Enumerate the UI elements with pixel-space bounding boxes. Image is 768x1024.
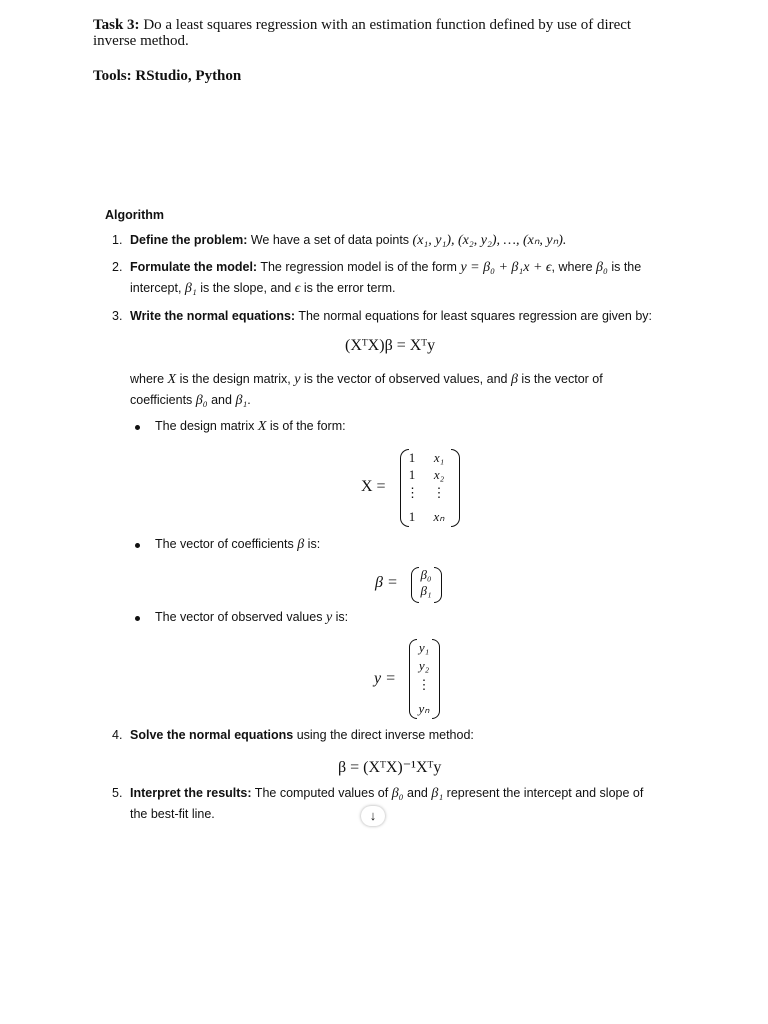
vector-cell: β₁	[420, 583, 432, 598]
bullet-text: is of the form:	[266, 419, 346, 433]
task-text: Do a least squares regression with an estimation function defined by use of direct inverse method.	[93, 17, 632, 49]
epsilon-math: ϵ	[294, 281, 301, 296]
vector-beta-lhs: β =	[375, 574, 398, 591]
step-3	[112, 306, 672, 327]
bullet-text: is:	[304, 537, 321, 551]
X-math: X	[167, 372, 177, 387]
inverse-equation: β = (XᵀX)⁻¹Xᵀy	[338, 759, 442, 776]
para-text: is the vector of	[517, 372, 603, 386]
vector-cell: ⋮	[417, 677, 431, 692]
beta-math: β	[510, 372, 518, 387]
para-text: coefficients	[130, 393, 196, 407]
step-text: The normal equations for least squares regression are given by:	[295, 309, 652, 323]
step-text: , where	[551, 260, 596, 274]
beta0-math: β₀	[391, 786, 404, 801]
right-paren	[451, 449, 460, 527]
X-math: X	[257, 419, 267, 434]
beta1-math: β₁	[235, 393, 248, 408]
step-text: is the error term.	[300, 281, 396, 295]
y-math: y	[325, 610, 333, 625]
step-heading: Write the normal equations:	[130, 309, 296, 323]
algorithm-title: Algorithm	[105, 208, 165, 222]
bullet-text: The vector of observed values	[155, 610, 326, 624]
step-number: 4.	[112, 728, 123, 742]
para-text: where	[130, 372, 168, 386]
beta-math: β	[297, 537, 305, 552]
step-text: using the direct inverse method:	[293, 728, 474, 742]
vector-y	[408, 637, 442, 721]
bullet-text: The design matrix	[155, 419, 258, 433]
model-math: y = β₀ + β₁x + ϵ	[460, 260, 552, 275]
beta0-math: β₀	[195, 393, 208, 408]
step-2	[112, 257, 672, 296]
matrix-cell: xₙ	[433, 509, 445, 524]
step-number: 3.	[112, 309, 123, 323]
step-text: intercept,	[130, 281, 185, 295]
para-text: is the design matrix,	[176, 372, 295, 386]
vector-beta	[410, 566, 444, 604]
para-text: and	[207, 393, 236, 407]
beta1-math: β₁	[184, 281, 197, 296]
matrix-cell: ⋮	[432, 485, 446, 500]
matrix-cell: 1	[408, 450, 416, 465]
data-points-math: (x₁, y₁), (x₂, y₂), …, (xₙ, yₙ).	[412, 233, 567, 248]
para-text: is the vector of observed values, and	[300, 372, 511, 386]
bullet-text: The vector of coefficients	[155, 537, 298, 551]
task-heading	[93, 17, 673, 49]
normal-equation: (XᵀX)β = Xᵀy	[345, 337, 436, 354]
step-heading: Define the problem:	[130, 233, 248, 247]
step-heading: Formulate the model:	[130, 260, 258, 274]
arrow-down-icon: ↓	[369, 808, 377, 823]
vector-cell: β₀	[420, 567, 432, 582]
bullet-dot	[135, 425, 140, 430]
step-text: is the	[607, 260, 642, 274]
step-text: The computed values of	[251, 786, 392, 800]
step-text: The regression model is of the form	[257, 260, 461, 274]
step-number: 2.	[112, 260, 123, 274]
vector-cell: y₂	[418, 658, 430, 673]
beta1-math: β₁	[431, 786, 444, 801]
bullet-text: is:	[332, 610, 349, 624]
matrix-cell: 1	[408, 509, 416, 524]
bullet-dot	[135, 543, 140, 548]
step-text: and	[403, 786, 432, 800]
matrix-cell: x₂	[433, 467, 445, 482]
para-text: .	[247, 393, 251, 407]
matrix-cell: x₁	[433, 450, 445, 465]
step-text: the best-fit line.	[130, 807, 215, 821]
step-4	[112, 725, 672, 746]
tools-line: Tools: RStudio, Python	[93, 68, 242, 84]
step-heading: Solve the normal equations	[130, 728, 294, 742]
step-text: represent the intercept and slope of	[443, 786, 644, 800]
matrix-X-lhs: X =	[361, 478, 386, 495]
where-paragraph	[130, 369, 670, 411]
matrix-X	[398, 447, 464, 529]
step-number: 5.	[112, 786, 123, 800]
y-math: y	[294, 372, 301, 387]
matrix-cell: ⋮	[406, 485, 419, 500]
step-number: 1.	[112, 233, 123, 247]
step-heading: Interpret the results:	[130, 786, 252, 800]
scroll-down-button[interactable]	[361, 806, 385, 826]
bullet-dot	[135, 616, 140, 621]
matrix-cell: 1	[408, 467, 416, 482]
vector-y-lhs: y =	[374, 670, 396, 687]
step-1	[112, 230, 672, 251]
beta0-math: β₀	[596, 260, 608, 275]
vector-cell: yₙ	[418, 701, 430, 716]
vector-cell: y₁	[418, 640, 430, 655]
step-text: We have a set of data points	[247, 233, 413, 247]
task-label: Task 3:	[93, 17, 140, 33]
step-text: is the slope, and	[196, 281, 295, 295]
step-5	[112, 783, 672, 821]
